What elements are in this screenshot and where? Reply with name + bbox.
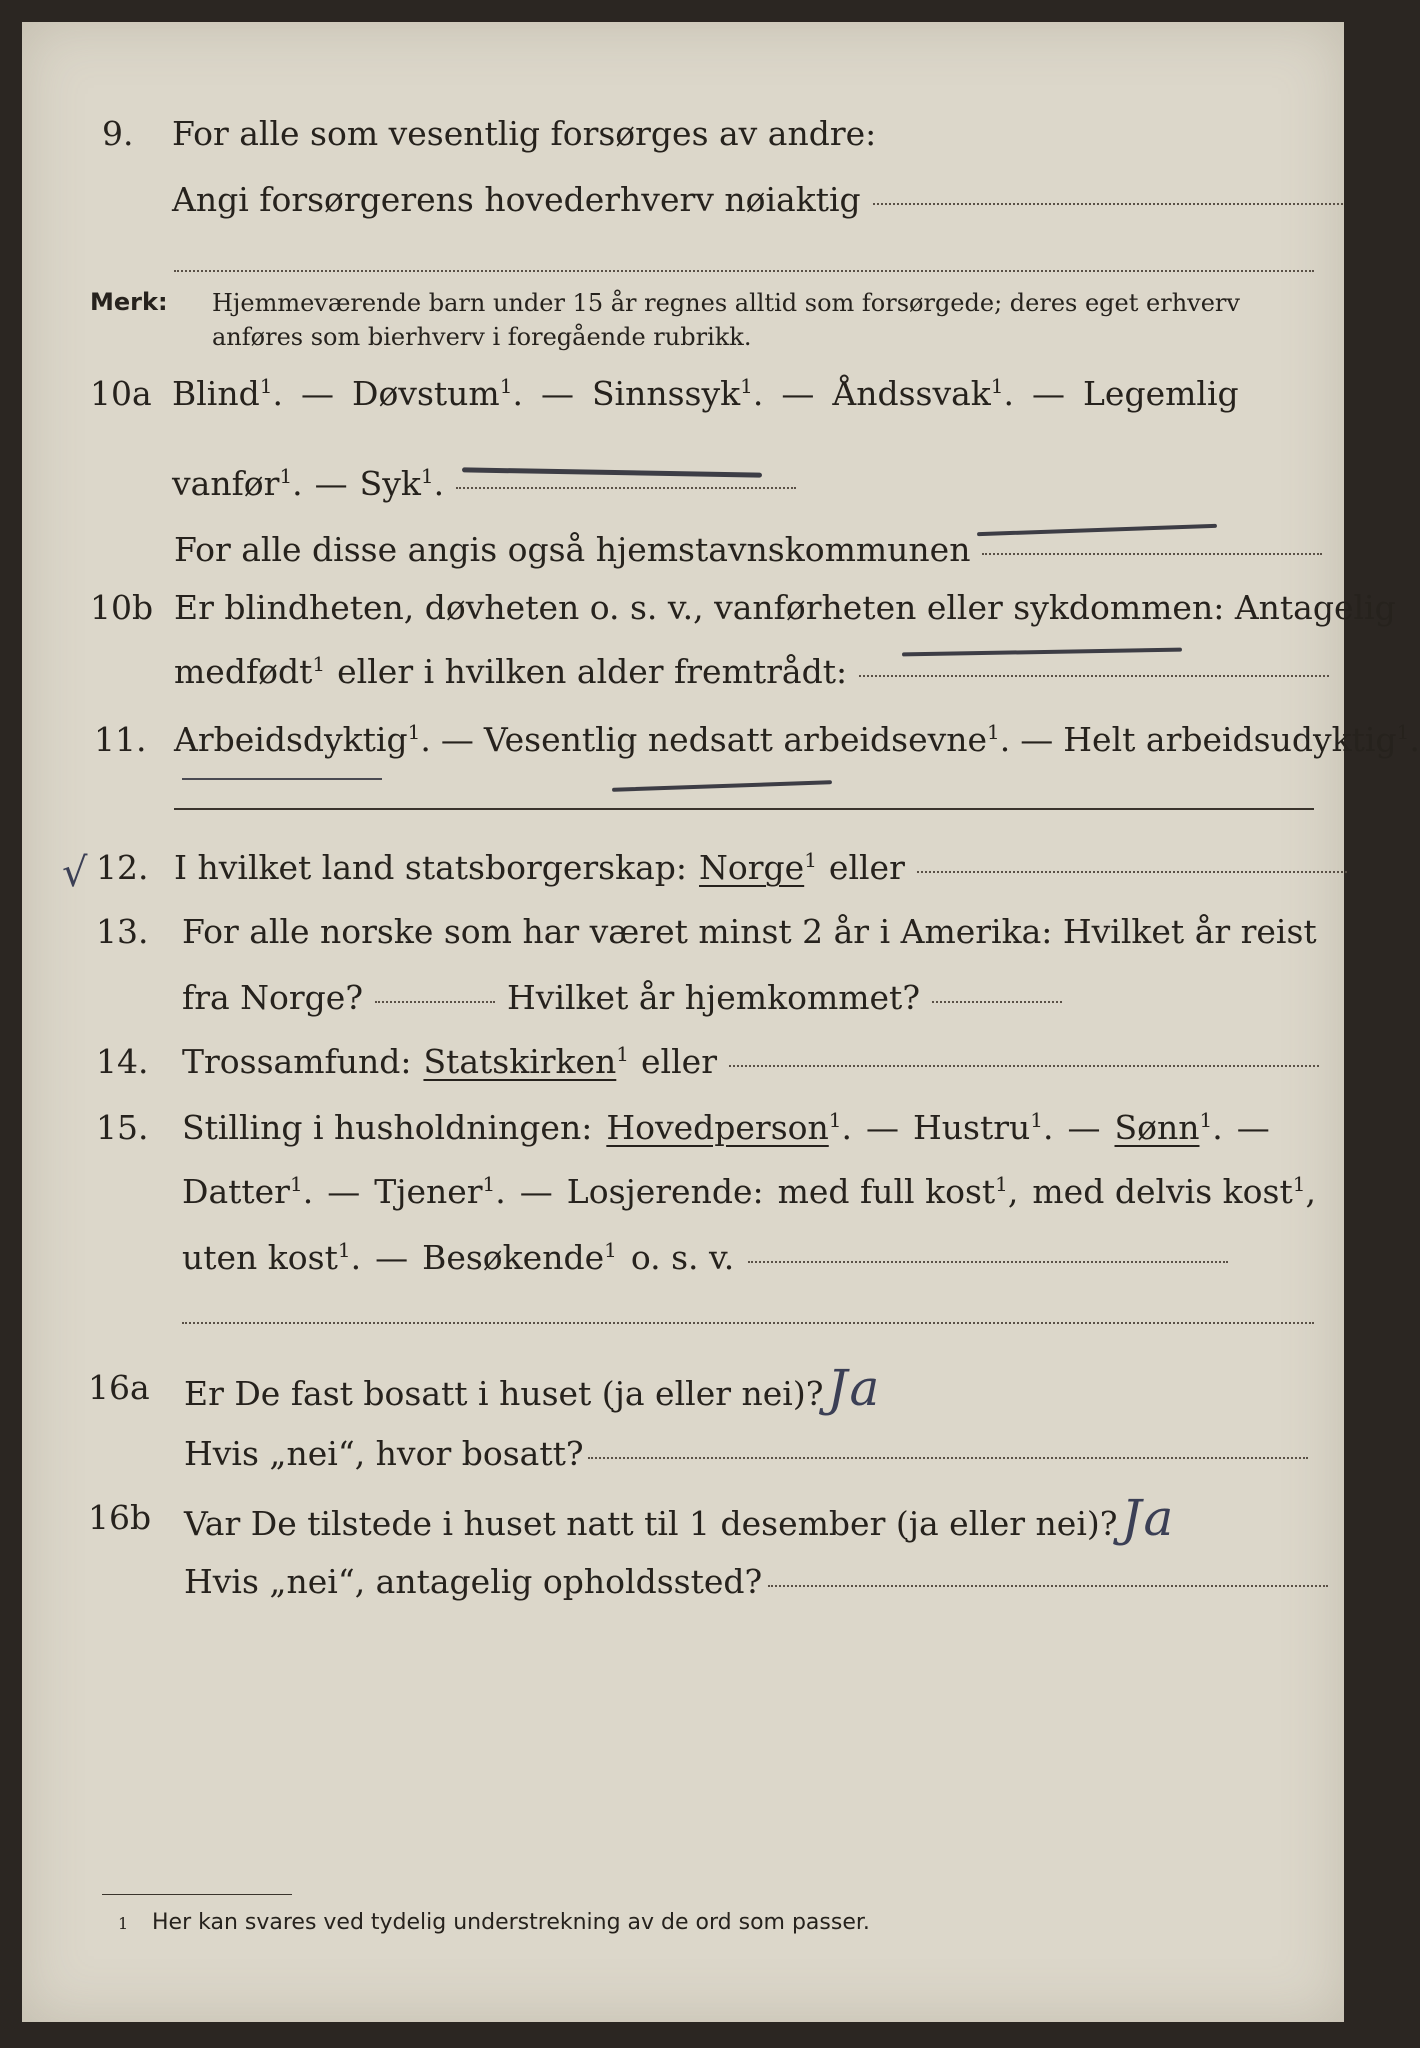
merk-text: Hjemmeværende barn under 15 år regnes alltid som forsørgede; deres eget erhverv anføres som bierhverv i foregående rubrikk. <box>212 289 1240 351</box>
q10a-number: 10a <box>90 374 152 413</box>
q10b-line2: eller i hvilken alder fremtrådt: <box>337 652 848 691</box>
opt-arbeidsdyktig: Arbeidsdyktig <box>174 720 408 759</box>
hjemkommet-field[interactable] <box>932 1001 1062 1003</box>
q9-line2: Angi forsørgerens hovederhverv nøiaktig <box>172 180 861 219</box>
check-mark: √ <box>62 850 88 896</box>
opt-losjerende: Losjerende: <box>566 1172 764 1211</box>
pen-stroke <box>612 780 832 792</box>
q13-reist-label: fra Norge? <box>182 978 364 1017</box>
opt-hustru: Hustru <box>913 1108 1031 1147</box>
alder-field[interactable] <box>859 675 1329 677</box>
trossamfund-field[interactable] <box>729 1065 1319 1067</box>
opt-udyktig: Helt arbeidsudyktig <box>1063 720 1397 759</box>
opt-datter: Datter <box>182 1172 290 1211</box>
q16a-number: 16a <box>88 1368 150 1407</box>
opt-full-kost: med full kost <box>777 1172 996 1211</box>
q16b-line2: Hvis „nei“, antagelig opholdssted? <box>184 1562 763 1601</box>
opt-legemlig: Legemlig <box>1083 374 1239 413</box>
opt-norge: Norge <box>699 848 805 887</box>
opt-nedsatt: Vesentlig nedsatt arbeidsevne <box>483 720 988 759</box>
opt-andssvak: Åndssvak <box>832 374 991 413</box>
q9-number: 9. <box>102 114 134 153</box>
q10a-line3: For alle disse angis også hjemstavnskommunen <box>174 530 971 569</box>
opt-uten-kost: uten kost <box>182 1238 338 1277</box>
q10b-line1: Er blindheten, døvheten o. s. v., vanførheten eller sykdommen: Antagelig <box>174 588 1396 627</box>
opt-syk: Syk <box>359 464 421 503</box>
opt-dovstum: Døvstum <box>351 374 500 413</box>
q14-label: Trossamfund: <box>182 1042 412 1081</box>
hjemstavn-field[interactable] <box>982 553 1322 555</box>
bosatt-field[interactable] <box>588 1457 1308 1459</box>
q16a-line2: Hvis „nei“, hvor bosatt? <box>184 1434 584 1473</box>
q13-line1: For alle norske som har været minst 2 år i Amerika: Hvilket år reist <box>182 912 1317 951</box>
q12-number: 12. <box>96 848 149 887</box>
footnote-rule <box>102 1894 292 1895</box>
q9-answer-field[interactable] <box>873 203 1343 205</box>
q16b-line1: Var De tilstede i huset natt til 1 desember (ja eller nei)? <box>184 1504 1118 1543</box>
q15-number: 15. <box>96 1108 149 1147</box>
q15-answer-line[interactable] <box>182 1322 1314 1324</box>
stilling-field[interactable] <box>748 1261 1228 1263</box>
opt-vanfor: vanfør <box>172 464 280 503</box>
opt-hovedperson: Hovedperson <box>606 1108 829 1147</box>
opt-medfodt: medfødt <box>174 652 313 691</box>
q9-line1: For alle som vesentlig forsørges av andre: <box>172 114 877 153</box>
q15-label: Stilling i husholdningen: <box>182 1108 593 1147</box>
q16a-answer[interactable]: Ja <box>827 1359 882 1417</box>
opt-sonn: Sønn <box>1114 1108 1200 1147</box>
syk-answer-field[interactable] <box>456 487 796 489</box>
merk-label: Merk: <box>90 288 168 316</box>
statsborgerskap-field[interactable] <box>917 871 1347 873</box>
q12-label: I hvilket land statsborgerskap: <box>174 848 688 887</box>
q11-number: 11. <box>94 720 147 759</box>
q16b-number: 16b <box>88 1498 152 1537</box>
q16b-answer[interactable]: Ja <box>1121 1489 1176 1547</box>
opt-statskirken: Statskirken <box>423 1042 617 1081</box>
reist-field[interactable] <box>375 1001 495 1003</box>
pen-stroke <box>182 778 382 780</box>
opholdssted-field[interactable] <box>768 1585 1328 1587</box>
q13-hjemkommet-label: Hvilket år hjemkommet? <box>507 978 921 1017</box>
q13-number: 13. <box>96 912 149 951</box>
footnote-number: 1 <box>118 1914 129 1933</box>
opt-delvis-kost: med delvis kost <box>1032 1172 1293 1211</box>
q16a-line1: Er De fast bosatt i huset (ja eller nei)? <box>184 1374 824 1413</box>
opt-besokende: Besøkende <box>422 1238 605 1277</box>
q9-answer-line[interactable] <box>174 270 1314 272</box>
footnote-text: Her kan svares ved tydelig understrekning av de ord som passer. <box>152 1910 870 1935</box>
census-form-page: 9. For alle som vesentlig forsørges av andre: Angi forsørgerens hovederhverv nøiaktig Merk: Hjemmeværende barn under 15 år regnes alltid som forsørgede; deres eget erhverv anføres som bierhverv i foregående rubrikk. 10a Blind$^1$. — Døvstum$^1$. — Sinnssyk$^1$. — Åndssvak$^1$. — Legemlig vanfør$^1$. — Syk$^1$. For alle disse angis også hjemstavnskommunen 10b Er blindheten, døvheten o. s. v., vanførheten eller sykdommen: Antagelig medfødt$^1$ eller i hvilken alder fremtrådt: 11. Arbeidsdyktig$^1$. — Vesentlig nedsatt arbeidsevne$^1$. — Helt arbeidsudyktig$^1$. √ 12. I hvilket land statsborgerskap: Norge$^1$ eller 13. For alle norske som har været minst 2 år i Amerika: Hvilket år reist fra Norge? Hvilket år hjemkommet? 14. Trossamfund: Statskirken$^1$ eller 15. Stilling i husholdningen: Hovedperson$^1$. — Hustru$^1$. — Sønn$^1$. — Datter$^1$. — Tjener$^1$. — Losjerende: med full kost$^1$, med delvis kost$^1$, uten kost$^1$. — Besøkende$^1$ o. s. v. 16a Er De fast bosatt i huset (ja eller nei)? Ja Hvis „nei“, hvor bosatt? 16b Var De tilstede i huset natt til 1 desember (ja eller nei)? Ja Hvis „nei“, antagelig opholdssted? 1 Her kan svares ved tydelig understrekning av de ord som passer. <box>22 22 1344 2022</box>
opt-blind: Blind <box>172 374 260 413</box>
opt-sinnssyk: Sinnssyk <box>591 374 741 413</box>
q10b-number: 10b <box>90 588 154 627</box>
q11-answer-line[interactable] <box>174 808 1314 810</box>
opt-tjener: Tjener <box>374 1172 483 1211</box>
q14-number: 14. <box>96 1042 149 1081</box>
